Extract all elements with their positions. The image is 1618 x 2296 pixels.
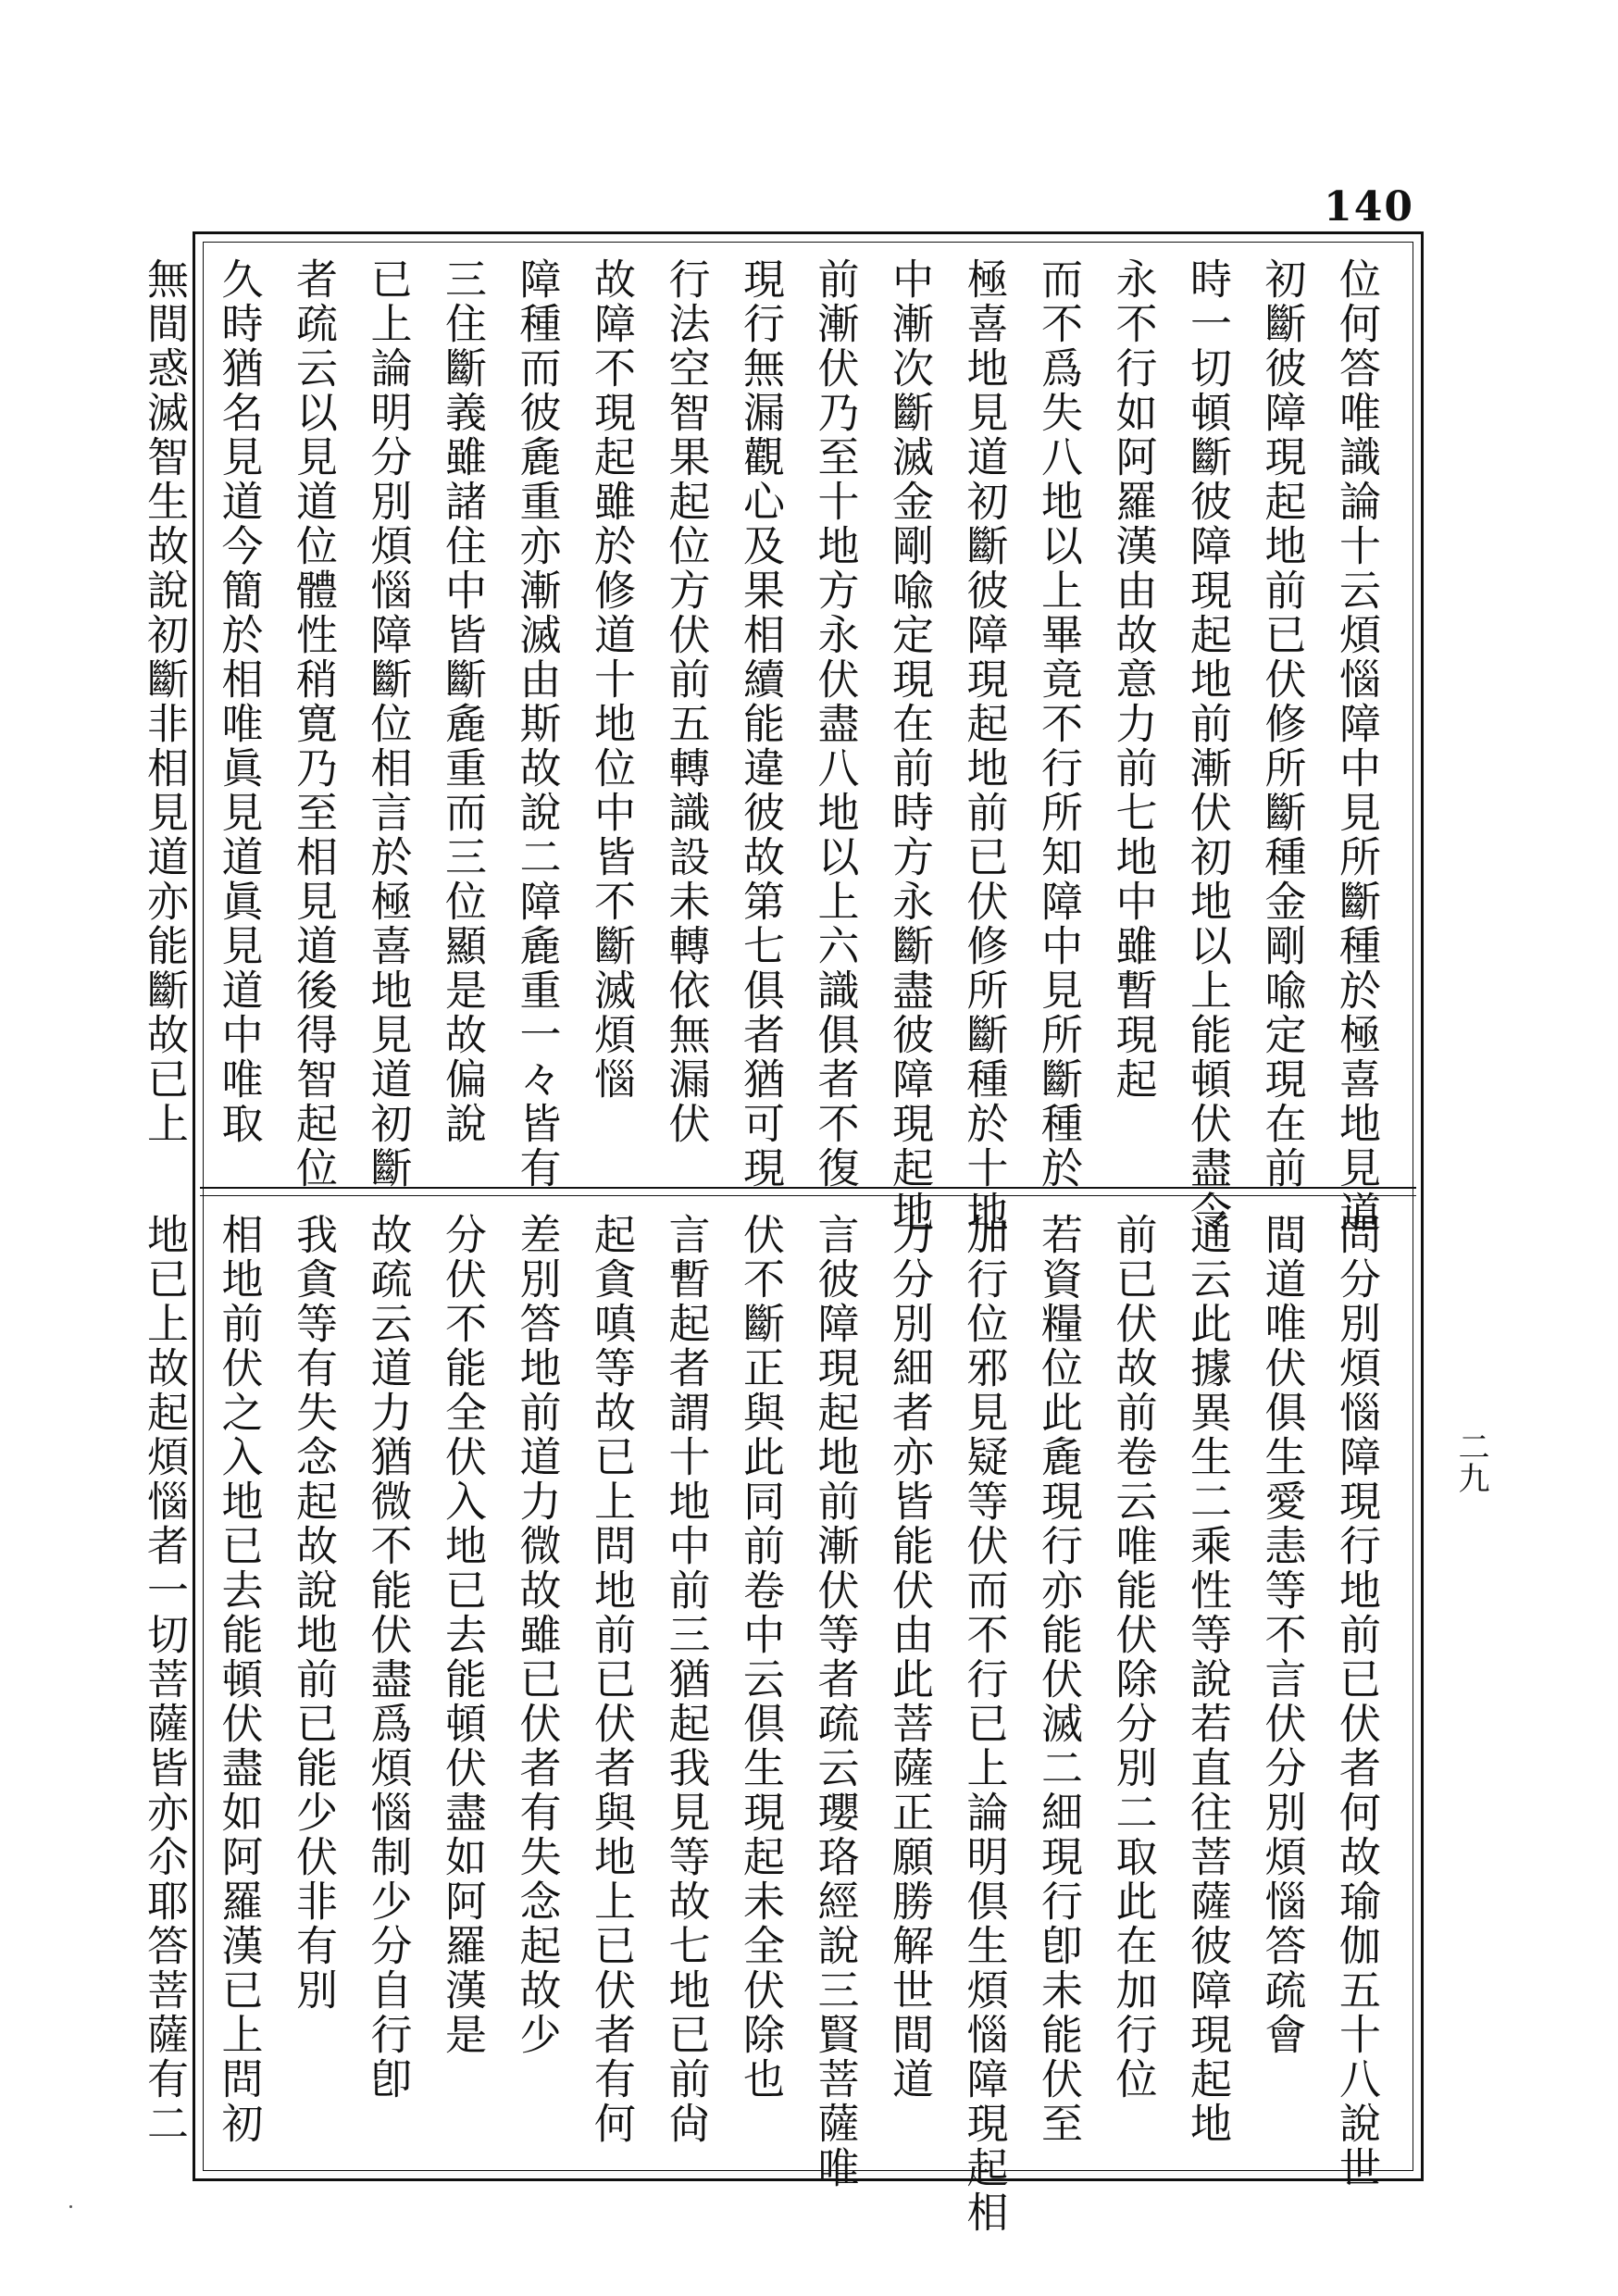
text-column: 伏不斷正與此同前卷中云倶生現起未全伏除也 xyxy=(736,1213,785,2102)
text-column: 中漸次斷滅金剛喩定現在前時方永斷盡彼障現起地 xyxy=(885,257,934,1235)
text-column: 相地前伏之入地已去能頓伏盡如阿羅漢已上問初 xyxy=(214,1213,264,2146)
text-column: 初斷彼障現起地前已伏修所斷種金剛喩定現在前 xyxy=(1257,257,1307,1191)
text-column: 前已伏故前卷云唯能伏除分別二取此在加行位 xyxy=(1108,1213,1158,2102)
text-column: 間道唯伏俱生愛恚等不言伏分別煩惱答疏會 xyxy=(1257,1213,1307,2057)
text-column: 已上論明分別煩惱障斷位相言於極喜地見道初斷 xyxy=(363,257,413,1191)
text-column: 久時猶名見道今簡於相唯眞見道眞見道中唯取 xyxy=(214,257,264,1146)
text-column: 前漸伏乃至十地方永伏盡八地以上六識俱者不復 xyxy=(810,257,860,1191)
text-column: 言彼障現起地前漸伏等者疏云瓔珞經說三賢菩薩唯 xyxy=(810,1213,860,2190)
text-column: 分伏不能全伏入地已去能頓伏盡如阿羅漢是 xyxy=(438,1213,487,2057)
text-column: 差別答地前道力微故雖已伏者有失念起故少 xyxy=(512,1213,562,2057)
text-column: 現行無漏觀心及果相續能違彼故第七俱者猶可現 xyxy=(736,257,785,1191)
text-column: 地已上故起煩惱者一切菩薩皆亦尒耶答菩薩有二 xyxy=(140,1213,189,2146)
text-column: 無間惑滅智生故說初斷非相見道亦能斷故已上 xyxy=(140,257,189,1146)
text-column: 障種而彼麁重亦漸滅由斯故說二障麁重一々皆有 xyxy=(512,257,562,1191)
text-column: 行法空智果起位方伏前五轉識設未轉依無漏伏 xyxy=(661,257,711,1146)
text-column: 加行位邪見疑等伏而不行已上論明倶生煩惱障現起相 xyxy=(959,1213,1009,2235)
upper-register xyxy=(140,257,1393,1235)
text-column: 極喜地見道初斷彼障現起地前已伏修所斷種於十地 xyxy=(959,257,1009,1235)
text-column: 永不行如阿羅漢由故意力前七地中雖暫現起 xyxy=(1108,257,1158,1102)
text-column: 問分別煩惱障現行地前已伏者何故瑜伽五十八說世 xyxy=(1332,1213,1381,2190)
text-column: 故疏云道力猶微不能伏盡爲煩惱制少分自行卽 xyxy=(363,1213,413,2102)
text-column: 故障不現起雖於修道十地位中皆不斷滅煩惱 xyxy=(587,257,636,1102)
text-column: 起貪嗔等故已上問地前已伏者與地上已伏者有何 xyxy=(587,1213,636,2146)
text-column: 位何答唯識論十云煩惱障中見所斷種於極喜地見道 xyxy=(1332,257,1381,1235)
text-column: 我貪等有失念起故說地前已能少伏非有別 xyxy=(289,1213,338,2013)
text-column: 力分別細者亦皆能伏由此菩薩正願勝解世間道 xyxy=(885,1213,934,2102)
text-column: 若資糧位此麁現行亦能伏滅二細現行卽未能伏至 xyxy=(1034,1213,1083,2146)
text-column: 通云此據異生二乘性等說若直往菩薩彼障現起地 xyxy=(1183,1213,1232,2146)
text-column: 言暫起者謂十地中前三猶起我見等故七地已前尙 xyxy=(661,1213,711,2146)
text-column: 三住斷義雖諸住中皆斷麁重而三位顯是故偏說 xyxy=(438,257,487,1146)
page-number: 140 xyxy=(1324,183,1414,231)
text-column: 而不爲失八地以上畢竟不行所知障中見所斷種於 xyxy=(1034,257,1083,1191)
text-column: 者疏云以見道位體性稍寛乃至相見道後得智起位 xyxy=(289,257,338,1191)
margin-folio: 二九 xyxy=(1452,1430,1489,1493)
text-column: 時一切頓斷彼障現起地前漸伏初地以上能頓伏盡令 xyxy=(1183,257,1232,1235)
scan-speck xyxy=(69,2205,72,2208)
lower-register xyxy=(140,1213,1393,2235)
